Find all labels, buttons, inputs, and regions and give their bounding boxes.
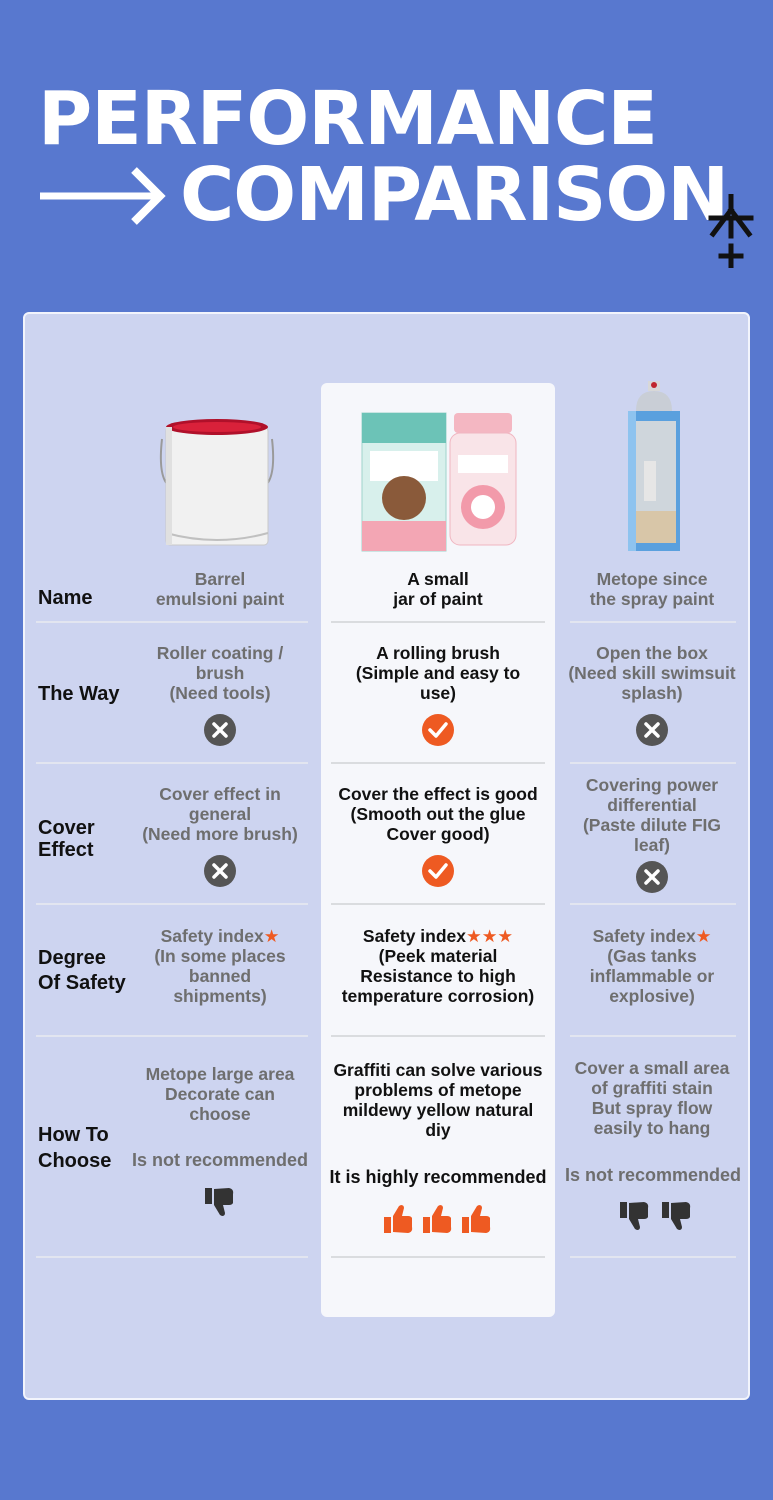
divider — [570, 1035, 736, 1037]
check-circle-icon — [422, 855, 454, 887]
divider — [331, 762, 545, 764]
name-cell — [120, 569, 320, 609]
way-cell — [322, 643, 554, 703]
divider — [570, 903, 736, 905]
row-label-safety-2: Of Safety — [38, 972, 126, 994]
divider — [570, 762, 736, 764]
thumbs-down-icon — [620, 1202, 648, 1230]
divider — [36, 1035, 308, 1037]
divider — [36, 903, 308, 905]
thumbs-down-group — [618, 1200, 694, 1232]
cell-line: shipments) — [173, 986, 267, 1006]
paint-bucket-image — [154, 415, 280, 555]
star-logo-icon — [707, 194, 755, 268]
divider — [570, 1256, 736, 1258]
cell-line: A small — [407, 569, 469, 589]
cell-line: Barrel — [194, 569, 246, 589]
cell-line: of graffiti stain — [591, 1078, 713, 1098]
cell-line: Roller coating / — [156, 643, 284, 663]
row-label-way: The Way — [38, 683, 120, 705]
cell-line: choose — [189, 1104, 251, 1124]
cell-line: explosive) — [609, 986, 695, 1006]
row-label-choose-2: Choose — [38, 1150, 112, 1172]
cell-line — [322, 926, 554, 946]
thumbs-down-icon — [662, 1202, 690, 1230]
cell-line: diy — [425, 1120, 451, 1140]
safety-label: Safety index — [160, 926, 264, 946]
way-cell — [556, 643, 748, 703]
cell-line: temperature corrosion) — [341, 986, 535, 1006]
divider — [570, 621, 736, 623]
cell-line: Metope large area — [145, 1064, 295, 1084]
cell-line: leaf) — [634, 835, 670, 855]
row-label-safety-1: Degree — [38, 947, 106, 969]
divider — [36, 621, 308, 623]
choose-cell — [322, 1060, 554, 1140]
x-circle-icon — [204, 855, 236, 887]
cell-line: (Peek material — [378, 946, 498, 966]
name-cell — [322, 569, 554, 609]
title-line-1: PERFORMANCE — [38, 76, 657, 162]
cell-line: (In some places — [154, 946, 286, 966]
thumbs-up-icon — [423, 1205, 451, 1233]
cell-line: Cover effect in — [159, 784, 281, 804]
cell-line: easily to hang — [593, 1118, 711, 1138]
thumbs-up-icon — [384, 1205, 412, 1233]
cell-line: Metope since — [596, 569, 708, 589]
row-label-choose-1: How To — [38, 1124, 109, 1146]
cell-line: Cover a small area — [574, 1058, 730, 1078]
cell-line: the spray paint — [589, 589, 715, 609]
cell-line: general — [188, 804, 252, 824]
cell-line: mildewy yellow natural — [342, 1100, 534, 1120]
cell-line: problems of metope — [354, 1080, 522, 1100]
divider — [331, 1256, 545, 1258]
row-label-cover-1: Cover — [38, 817, 95, 839]
safety-stars: ★ — [695, 926, 712, 946]
safety-cell — [556, 926, 748, 1006]
safety-stars: ★★★ — [466, 926, 514, 946]
cell-line — [120, 926, 320, 946]
safety-label: Safety index — [362, 926, 467, 946]
divider — [331, 1035, 545, 1037]
cell-line: brush — [195, 663, 245, 683]
name-cell — [556, 569, 748, 609]
recommend-label: Is not recommended — [131, 1150, 309, 1170]
divider — [36, 1256, 308, 1258]
recommend-label: Is not recommended — [564, 1165, 742, 1185]
cell-line: Open the box — [596, 643, 708, 663]
cell-line: (Smooth out the glue — [350, 804, 526, 824]
cell-line: But spray flow — [591, 1098, 713, 1118]
thumbs-up-icon — [462, 1205, 490, 1233]
cell-line: Decorate can — [165, 1084, 275, 1104]
cell-line: Covering power — [585, 775, 719, 795]
divider — [331, 903, 545, 905]
x-circle-icon — [204, 714, 236, 746]
cell-line: (Simple and easy to — [355, 663, 521, 683]
recommend-label: It is highly recommended — [329, 1167, 547, 1187]
cell-line: Graffiti can solve various — [333, 1060, 543, 1080]
paint-kit-image — [360, 403, 520, 553]
cover-cell — [556, 775, 748, 855]
way-cell — [120, 643, 320, 703]
cell-line: differential — [607, 795, 697, 815]
divider — [331, 621, 545, 623]
choose-cell — [556, 1058, 748, 1138]
safety-stars: ★ — [263, 926, 280, 946]
row-label-name: Name — [38, 587, 93, 609]
cover-cell — [120, 784, 320, 844]
divider — [36, 762, 308, 764]
cell-line: use) — [420, 683, 456, 703]
cell-line: emulsioni paint — [155, 589, 285, 609]
cell-line: (Need tools) — [169, 683, 271, 703]
cell-line: banned — [188, 966, 252, 986]
thumbs-up-group — [382, 1203, 494, 1235]
cell-line: jar of paint — [393, 589, 483, 609]
cell-line: (Paste dilute FIG — [582, 815, 722, 835]
cover-cell — [322, 784, 554, 844]
cell-line: inflammable or — [589, 966, 715, 986]
safety-label: Safety index — [592, 926, 696, 946]
cell-line: (Gas tanks — [607, 946, 697, 966]
cell-line: (Need skill swimsuit — [568, 663, 736, 683]
cell-line — [556, 926, 748, 946]
x-circle-icon — [636, 714, 668, 746]
check-circle-icon — [422, 714, 454, 746]
spray-can-image — [622, 381, 686, 553]
title-line-2: COMPARISON — [180, 152, 729, 238]
cell-line: (Need more brush) — [142, 824, 298, 844]
cell-line: Cover good) — [386, 824, 490, 844]
safety-cell — [120, 926, 320, 1006]
right-arrow-icon — [40, 164, 168, 228]
cell-line: Cover the effect is good — [338, 784, 538, 804]
cell-line: A rolling brush — [376, 643, 500, 663]
row-label-cover-2: Effect — [38, 839, 94, 861]
cell-line: Resistance to high — [360, 966, 516, 986]
choose-cell — [120, 1064, 320, 1124]
thumbs-down-icon — [203, 1186, 237, 1218]
x-circle-icon — [636, 861, 668, 893]
cell-line: splash) — [621, 683, 683, 703]
safety-cell — [322, 926, 554, 1006]
